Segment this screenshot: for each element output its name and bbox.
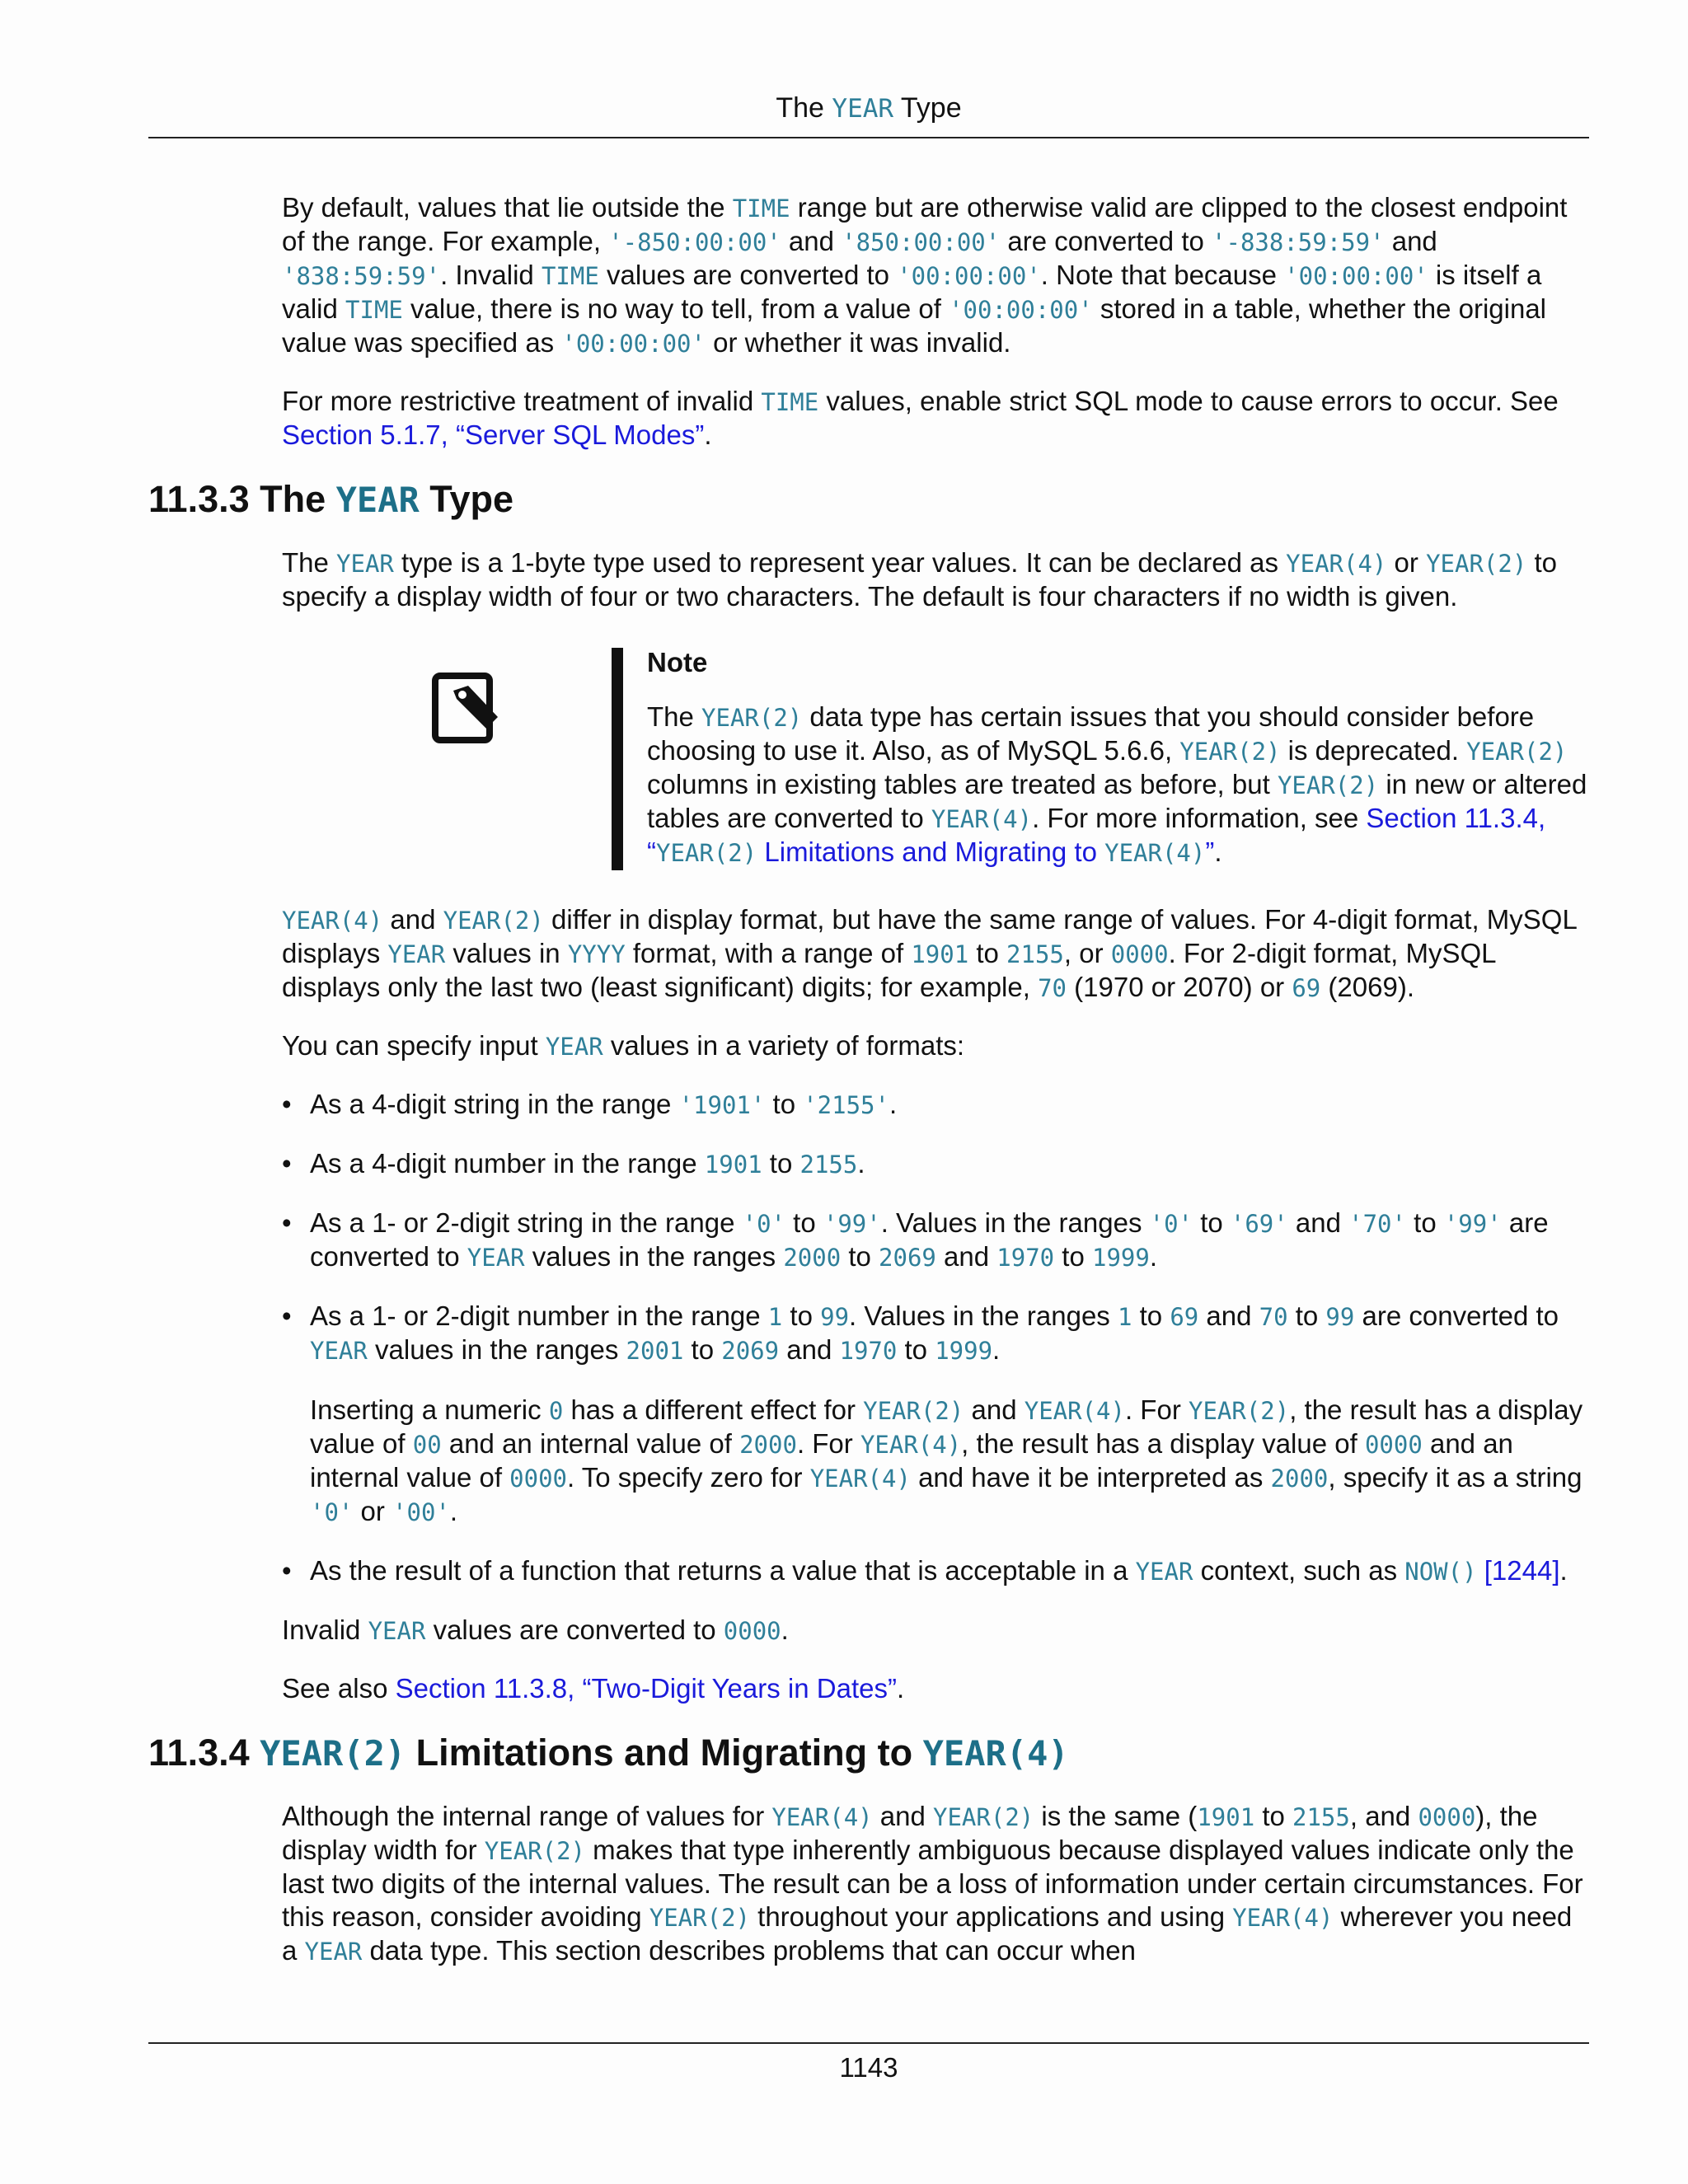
list-item-subparagraph: Inserting a numeric 0 has a different effect for YEAR(2) and YEAR(4). For YEAR(2), the result has a display value of 00 and an internal value of 2000. For YEAR(4), the result has a display value of 0000 and an internal value of 0000. To specify zero for YEAR(4) and have it be interpreted as 2000, specify it as a string '0' or '00'. <box>310 1394 1583 1526</box>
note-bar <box>612 648 623 870</box>
section-heading-11-3-3: 11.3.3 The YEAR Type <box>148 478 513 520</box>
list-item: • As the result of a function that returns a value that is acceptable in a YEAR context, such as NOW() [1244]. <box>282 1555 1568 1586</box>
paragraph-strict-mode: For more restrictive treatment of invalid TIME values, enable strict SQL mode to cause errors to occur. See Section 5.1.7, “Server SQL Modes”. <box>282 386 1559 450</box>
note-box <box>282 638 1589 885</box>
page-content <box>148 191 1589 1993</box>
paragraph-input-formats: You can specify input YEAR values in a variety of formats: <box>282 1030 965 1061</box>
paragraph-invalid-year: Invalid YEAR values are converted to 0000. <box>282 1615 789 1645</box>
paragraph-year2-limitations: Although the internal range of values for YEAR(4) and YEAR(2) is the same (1901 to 2155, and 0000), the display width for YEAR(2) makes that type inherently ambiguous because displayed values indicate only the last two digits of the internal values. The result can be a loss of information under certain circumstances. For this reason, consider avoiding YEAR(2) throughout your applications and using YEAR(4) wherever you need a YEAR data type. This section describes problems that can occur when <box>282 1801 1583 1966</box>
link-page-1244[interactable]: [1244] <box>1484 1555 1560 1586</box>
paragraph-time-clipping: By default, values that lie outside the TIME range but are otherwise valid are clipped to the closest endpoint of the range. For example, '-850:00:00' and '850:00:00' are converted to '-838:59:59' and '838:59:59'. Invalid TIME values are converted to '00:00:00'. Note that because '00:00:00' is itself a valid TIME value, there is no way to tell, from a value of '00:00:00' stored in a table, whether the original value was specified as '00:00:00' or whether it was invalid. <box>282 192 1568 358</box>
paragraph-display-format: YEAR(4) and YEAR(2) differ in display format, but have the same range of values. For 4-digit format, MySQL displays YEAR values in YYYY format, with a range of 1901 to 2155, or 0000. For 2-digit format, MySQL displays only the last two (least significant) digits; for example, 70 (1970 or 2070) or 69 (2069). <box>282 904 1577 1002</box>
footer-rule <box>148 2042 1589 2044</box>
list-item: • As a 1- or 2-digit string in the range '0' to '99'. Values in the ranges '0' to '69' and '70' to '99' are converted to YEAR values in the ranges 2000 to 2069 and 1970 to 1999. <box>282 1207 1549 1272</box>
note-title: Note <box>647 647 708 677</box>
list-item: • As a 1- or 2-digit number in the range 1 to 99. Values in the ranges 1 to 69 and 70 to 99 are converted to YEAR values in the ranges 2001 to 2069 and 1970 to 1999. Inserting a numeric 0 has a different effect for YEAR(2) and YEAR(4). For YEAR(2), the result has a display value of 00 and an internal value of 2000. For YEAR(4), the result has a display value of 0000 and an internal value of 0000. To specify zero for YEAR(4) and have it be interpreted as 2000, specify it as a string '0' or '00'. <box>282 1300 1589 1529</box>
note-body <box>647 638 1595 869</box>
note-text: The YEAR(2) data type has certain issues that you should consider before choosing to use it. Also, as of MySQL 5.6.6, YEAR(2) is deprecated. YEAR(2) columns in existing tables are treated as before, but YEAR(2) in new or altered tables are converted to YEAR(4). For more information, see Section 11.3.4, “YEAR(2) Limitations and Migrating to YEAR(4)”. <box>647 701 1587 867</box>
running-header: The YEAR Type <box>776 92 962 124</box>
link-section-11-3-4[interactable]: Section 11.3.4, “YEAR(2) Limitations and Migrating to YEAR(4)” <box>647 803 1546 867</box>
header-rule <box>148 137 1589 138</box>
paragraph-year-type-intro: The YEAR type is a 1-byte type used to represent year values. It can be declared as YEAR(4) or YEAR(2) to specify a display width of four or two characters. The default is four characters if no width is given. <box>282 547 1557 612</box>
link-server-sql-modes[interactable]: Section 5.1.7, “Server SQL Modes” <box>282 419 705 450</box>
note-pencil-icon <box>429 669 503 752</box>
page-number: 1143 <box>839 2052 898 2083</box>
paragraph-see-also: See also Section 11.3.8, “Two-Digit Years in Dates”. <box>282 1673 905 1704</box>
list-item: • As a 4-digit string in the range '1901' to '2155'. <box>282 1089 898 1119</box>
section-heading-11-3-4: 11.3.4 YEAR(2) Limitations and Migrating to YEAR(4) <box>148 1732 1069 1774</box>
format-list <box>282 1088 1589 1588</box>
list-item: • As a 4-digit number in the range 1901 to 2155. <box>282 1148 865 1179</box>
link-two-digit-years[interactable]: Section 11.3.8, “Two-Digit Years in Dates” <box>395 1673 897 1704</box>
